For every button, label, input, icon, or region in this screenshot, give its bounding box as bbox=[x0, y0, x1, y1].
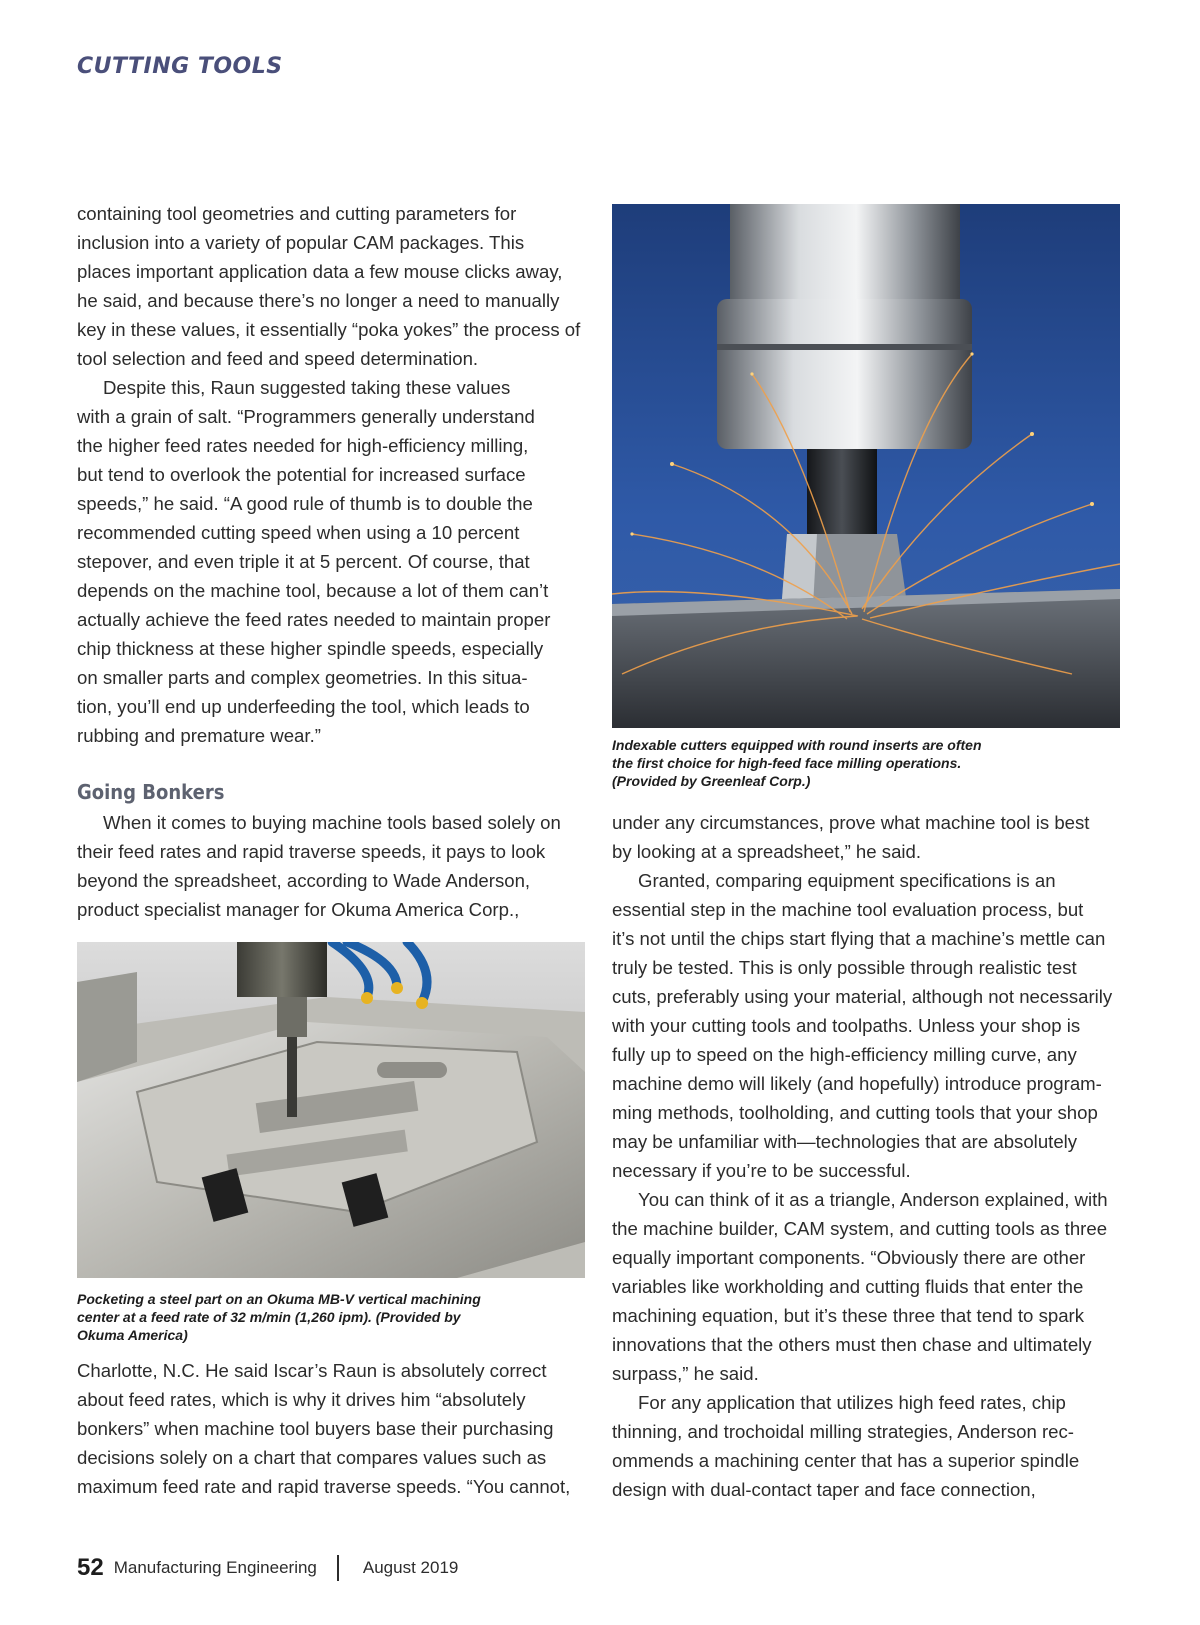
text-line: places important application data a few mouse clicks away, bbox=[77, 261, 563, 282]
text-line: stepover, and even triple it at 5 percent. Of course, that bbox=[77, 551, 530, 572]
text-line: fully up to speed on the high-efficiency milling curve, any bbox=[612, 1044, 1077, 1065]
left-column-bottom bbox=[77, 1356, 582, 1501]
text-line: by looking at a spreadsheet,” he said. bbox=[612, 841, 922, 862]
cutter-photo-illustration bbox=[612, 204, 1120, 728]
text-line: beyond the spreadsheet, according to Wade Anderson, bbox=[77, 870, 531, 891]
caption-line: Pocketing a steel part on an Okuma MB-V vertical machining bbox=[77, 1291, 481, 1307]
caption-line: Indexable cutters equipped with round inserts are often bbox=[612, 737, 982, 753]
text-line: speeds,” he said. “A good rule of thumb is to double the bbox=[77, 493, 533, 514]
caption-line: the first choice for high-feed face milling operations. bbox=[612, 755, 962, 771]
text-line: innovations that the others must then chase and ultimately bbox=[612, 1334, 1092, 1355]
text-line: but tend to overlook the potential for increased surface bbox=[77, 464, 526, 485]
text-line: product specialist manager for Okuma America Corp., bbox=[77, 899, 520, 920]
page-footer bbox=[77, 1552, 458, 1584]
text-line: necessary if you’re to be successful. bbox=[612, 1160, 911, 1181]
text-line: You can think of it as a triangle, Anderson explained, with bbox=[638, 1189, 1108, 1210]
text-line: equally important components. “Obviously there are other bbox=[612, 1247, 1086, 1268]
text-line: machining equation, but it’s these three that tend to spark bbox=[612, 1305, 1085, 1326]
text-line: may be unfamiliar with—technologies that are absolutely bbox=[612, 1131, 1078, 1152]
magazine-name: Manufacturing Engineering bbox=[113, 1558, 317, 1577]
text-line: decisions solely on a chart that compares values such as bbox=[77, 1447, 547, 1468]
text-line: containing tool geometries and cutting parameters for bbox=[77, 203, 517, 224]
text-line: ming methods, toolholding, and cutting tools that your shop bbox=[612, 1102, 1098, 1123]
right-figure-caption bbox=[612, 736, 1117, 790]
page-number: 52 bbox=[77, 1554, 104, 1581]
text-line: on smaller parts and complex geometries. In this situa- bbox=[77, 667, 528, 688]
left-figure-caption bbox=[77, 1290, 582, 1344]
left-column-mid bbox=[77, 808, 582, 924]
text-line: For any application that utilizes high feed rates, chip bbox=[638, 1392, 1066, 1413]
section-heading: Going Bonkers bbox=[77, 780, 225, 804]
text-line: machine demo will likely (and hopefully) introduce program- bbox=[612, 1073, 1102, 1094]
text-line: depends on the machine tool, because a lot of them can’t bbox=[77, 580, 549, 601]
text-line: cuts, preferably using your material, although not necessarily bbox=[612, 986, 1113, 1007]
text-line: maximum feed rate and rapid traverse speeds. “You cannot, bbox=[77, 1476, 571, 1497]
text-line: tion, you’ll end up underfeeding the tool, which leads to bbox=[77, 696, 530, 717]
text-line: chip thickness at these higher spindle speeds, especially bbox=[77, 638, 544, 659]
text-line: design with dual-contact taper and face connection, bbox=[612, 1479, 1036, 1500]
issue-date: August 2019 bbox=[362, 1558, 459, 1577]
text-line: Granted, comparing equipment specifications is an bbox=[638, 870, 1056, 891]
machining-photo-illustration bbox=[77, 942, 585, 1278]
text-line: Despite this, Raun suggested taking these values bbox=[103, 377, 511, 398]
caption-line: center at a feed rate of 32 m/min (1,260 ipm). (Provided by bbox=[77, 1309, 461, 1325]
text-line: their feed rates and rapid traverse speeds, it pays to look bbox=[77, 841, 546, 862]
text-line: with a grain of salt. “Programmers generally understand bbox=[77, 406, 535, 427]
text-line: truly be tested. This is only possible through realistic test bbox=[612, 957, 1077, 978]
right-column bbox=[612, 808, 1117, 1504]
text-line: he said, and because there’s no longer a need to manually bbox=[77, 290, 560, 311]
text-line: the machine builder, CAM system, and cutting tools as three bbox=[612, 1218, 1108, 1239]
caption-line: (Provided by Greenleaf Corp.) bbox=[612, 773, 811, 789]
text-line: rubbing and premature wear.” bbox=[77, 725, 321, 746]
section-label: CUTTING TOOLS bbox=[77, 54, 283, 79]
text-line: Charlotte, N.C. He said Iscar’s Raun is absolutely correct bbox=[77, 1360, 547, 1381]
cutter-photo bbox=[612, 204, 1120, 728]
text-line: the higher feed rates needed for high-efficiency milling, bbox=[77, 435, 529, 456]
text-line: surpass,” he said. bbox=[612, 1363, 759, 1384]
text-line: with your cutting tools and toolpaths. Unless your shop is bbox=[612, 1015, 1081, 1036]
text-line: bonkers” when machine tool buyers base their purchasing bbox=[77, 1418, 554, 1439]
text-line: actually achieve the feed rates needed to maintain proper bbox=[77, 609, 551, 630]
text-line: inclusion into a variety of popular CAM packages. This bbox=[77, 232, 525, 253]
text-line: under any circumstances, prove what machine tool is best bbox=[612, 812, 1090, 833]
text-line: tool selection and feed and speed determination. bbox=[77, 348, 479, 369]
text-line: thinning, and trochoidal milling strategies, Anderson rec- bbox=[612, 1421, 1075, 1442]
left-column-top bbox=[77, 199, 582, 750]
text-line: recommended cutting speed when using a 10 percent bbox=[77, 522, 520, 543]
machining-photo bbox=[77, 942, 585, 1278]
text-line: When it comes to buying machine tools based solely on bbox=[103, 812, 561, 833]
caption-line: Okuma America) bbox=[77, 1327, 188, 1343]
text-line: it’s not until the chips start flying that a machine’s mettle can bbox=[612, 928, 1106, 949]
text-line: essential step in the machine tool evaluation process, but bbox=[612, 899, 1084, 920]
text-line: about feed rates, which is why it drives him “absolutely bbox=[77, 1389, 526, 1410]
text-line: ommends a machining center that has a superior spindle bbox=[612, 1450, 1080, 1471]
text-line: variables like workholding and cutting fluids that enter the bbox=[612, 1276, 1084, 1297]
text-line: key in these values, it essentially “poka yokes” the process of bbox=[77, 319, 581, 340]
footer-divider bbox=[337, 1555, 339, 1581]
